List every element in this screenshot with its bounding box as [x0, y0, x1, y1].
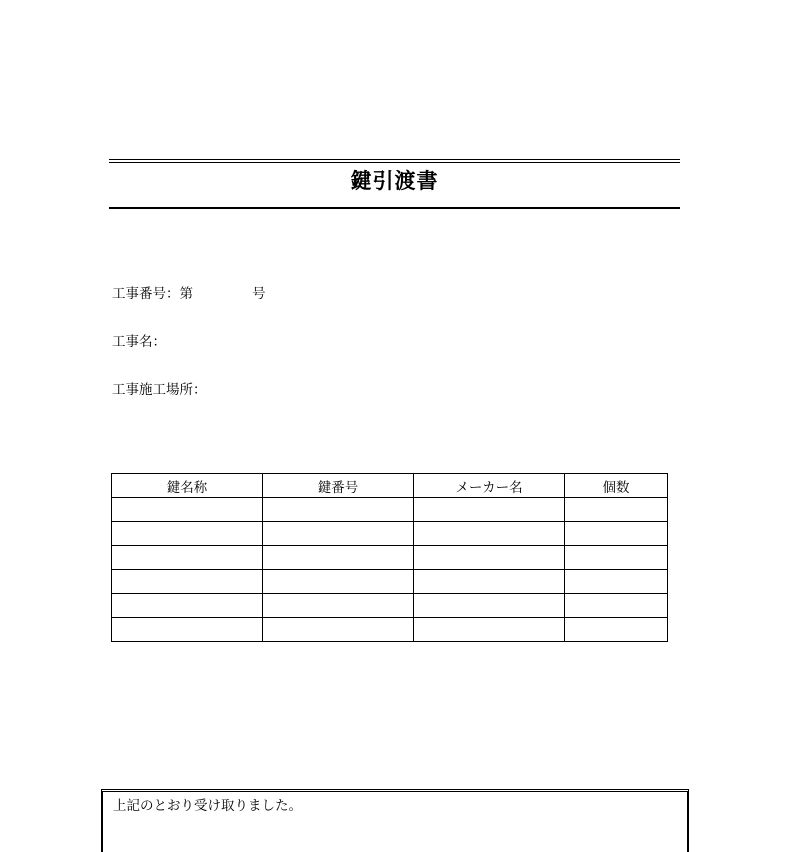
cell-quantity	[565, 546, 668, 570]
cell-quantity	[565, 618, 668, 642]
project-number-suffix: 号	[252, 286, 266, 302]
cell-quantity	[565, 522, 668, 546]
project-name-label: 工事名：	[112, 334, 166, 350]
title-top-rule-inner	[109, 162, 680, 163]
header-maker-name: メーカー名	[414, 474, 565, 498]
cell-maker-name	[414, 618, 565, 642]
table-row	[112, 546, 668, 570]
header-key-name: 鍵名称	[112, 474, 263, 498]
title-top-rule-outer	[109, 159, 680, 160]
table-row	[112, 498, 668, 522]
cell-maker-name	[414, 498, 565, 522]
cell-key-name	[112, 570, 263, 594]
cell-maker-name	[414, 522, 565, 546]
header-quantity: 個数	[565, 474, 668, 498]
receipt-statement: 上記のとおり受け取りました。	[113, 798, 302, 814]
cell-maker-name	[414, 594, 565, 618]
cell-key-number	[263, 570, 414, 594]
key-table	[111, 473, 668, 642]
cell-quantity	[565, 594, 668, 618]
cell-key-name	[112, 594, 263, 618]
cell-quantity	[565, 498, 668, 522]
title-bottom-rule	[109, 207, 680, 209]
cell-maker-name	[414, 570, 565, 594]
cell-key-number	[263, 498, 414, 522]
cell-key-name	[112, 498, 263, 522]
document-title: 鍵引渡書	[350, 169, 439, 193]
header-key-number: 鍵番号	[263, 474, 414, 498]
cell-key-name	[112, 618, 263, 642]
cell-key-number	[263, 618, 414, 642]
cell-key-number	[263, 546, 414, 570]
key-table-header-row	[112, 474, 668, 498]
cell-key-name	[112, 522, 263, 546]
cell-quantity	[565, 570, 668, 594]
cell-key-name	[112, 546, 263, 570]
cell-key-number	[263, 522, 414, 546]
table-row	[112, 594, 668, 618]
table-row	[112, 522, 668, 546]
project-number-label: 工事番号：第	[112, 286, 193, 302]
table-row	[112, 570, 668, 594]
cell-key-number	[263, 594, 414, 618]
construction-site-label: 工事施工場所：	[112, 382, 207, 398]
cell-maker-name	[414, 546, 565, 570]
table-row	[112, 618, 668, 642]
